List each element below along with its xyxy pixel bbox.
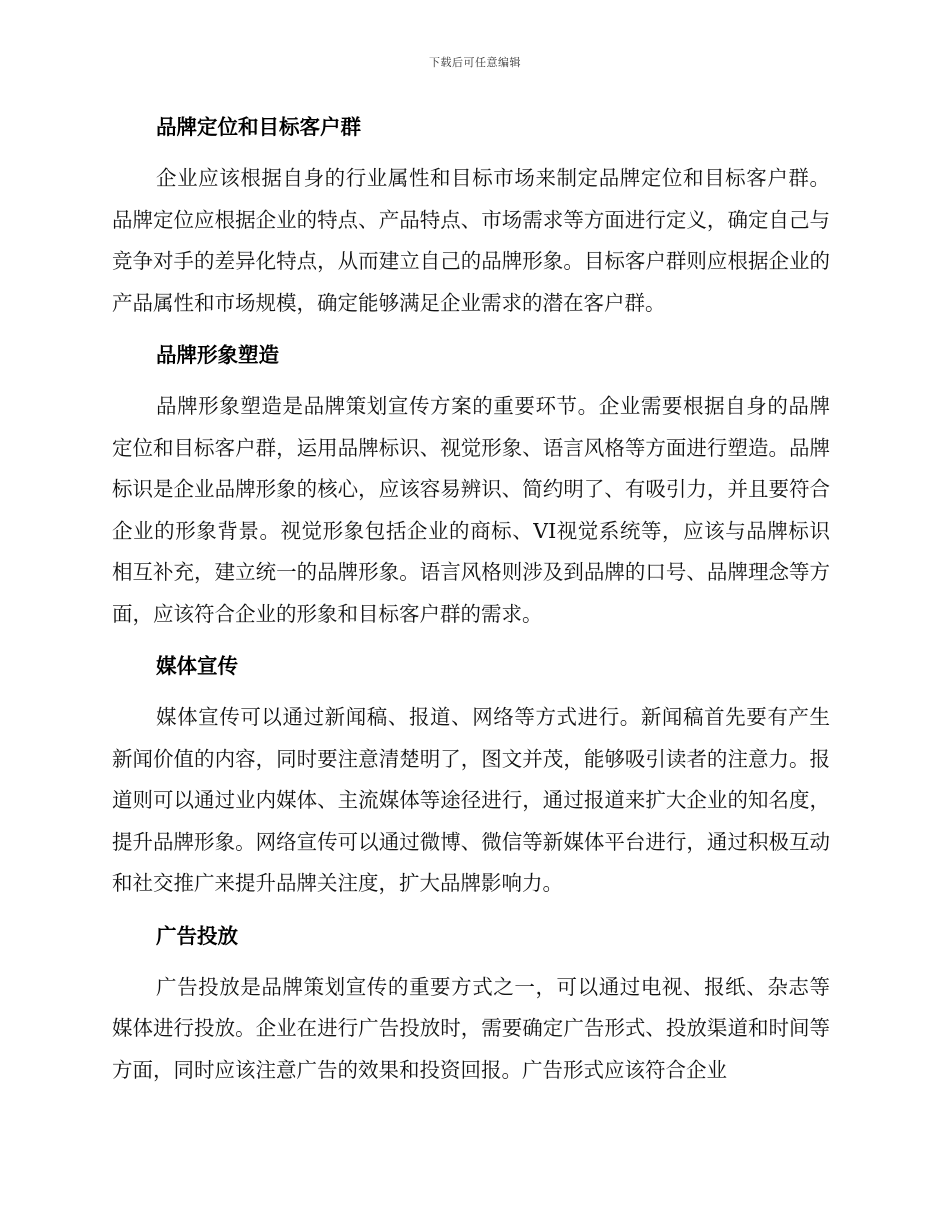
section-heading-media-promotion: 媒体宣传	[156, 654, 238, 678]
section-heading-advertising: 广告投放	[156, 923, 238, 948]
section-paragraph-brand-positioning: 企业应该根据自身的行业属性和目标市场来制定品牌定位和目标客户群。品牌定位应根据企业的特点、产品特点、市场需求等方面进行定义，确定自己与竞争对手的差异化特点，从而建立自己的品牌形象。目标客户群则应根据企业的产品属性和市场规模，确定能够满足企业需求的潜在客户群。	[112, 166, 830, 315]
document-body	[112, 112, 830, 1091]
section-paragraph-brand-image: 品牌形象塑造是品牌策划宣传方案的重要环节。企业需要根据自身的品牌定位和目标客户群，运用品牌标识、视觉形象、语言风格等方面进行塑造。品牌标识是企业品牌形象的核心，应该容易辨识、简约明了、有吸引力，并且要符合企业的形象背景。视觉形象包括企业的商标、VI视觉系统等，应该与品牌标识相互补充，建立统一的品牌形象。语言风格则涉及到品牌的口号、品牌理念等方面，应该符合企业的形象和目标客户群的需求。	[112, 394, 830, 626]
section-paragraph-advertising: 广告投放是品牌策划宣传的重要方式之一，可以通过电视、报纸、杂志等媒体进行投放。企业在进行广告投放时，需要确定广告形式、投放渠道和时间等方面，同时应该注意广告的效果和投资回报。广告形式应该符合企业	[112, 974, 830, 1082]
header-note: 下载后可任意编辑	[429, 56, 521, 69]
section-heading-brand-positioning: 品牌定位和目标客户群	[156, 115, 361, 139]
section-heading-brand-image: 品牌形象塑造	[156, 343, 279, 367]
section-paragraph-media-promotion: 媒体宣传可以通过新闻稿、报道、网络等方式进行。新闻稿首先要有产生新闻价值的内容，同时要注意清楚明了，图文并茂，能够吸引读者的注意力。报道则可以通过业内媒体、主流媒体等途径进行，通过报道来扩大企业的知名度，提升品牌形象。网络宣传可以通过微博、微信等新媒体平台进行，通过积极互动和社交推广来提升品牌关注度，扩大品牌影响力。	[112, 705, 830, 895]
